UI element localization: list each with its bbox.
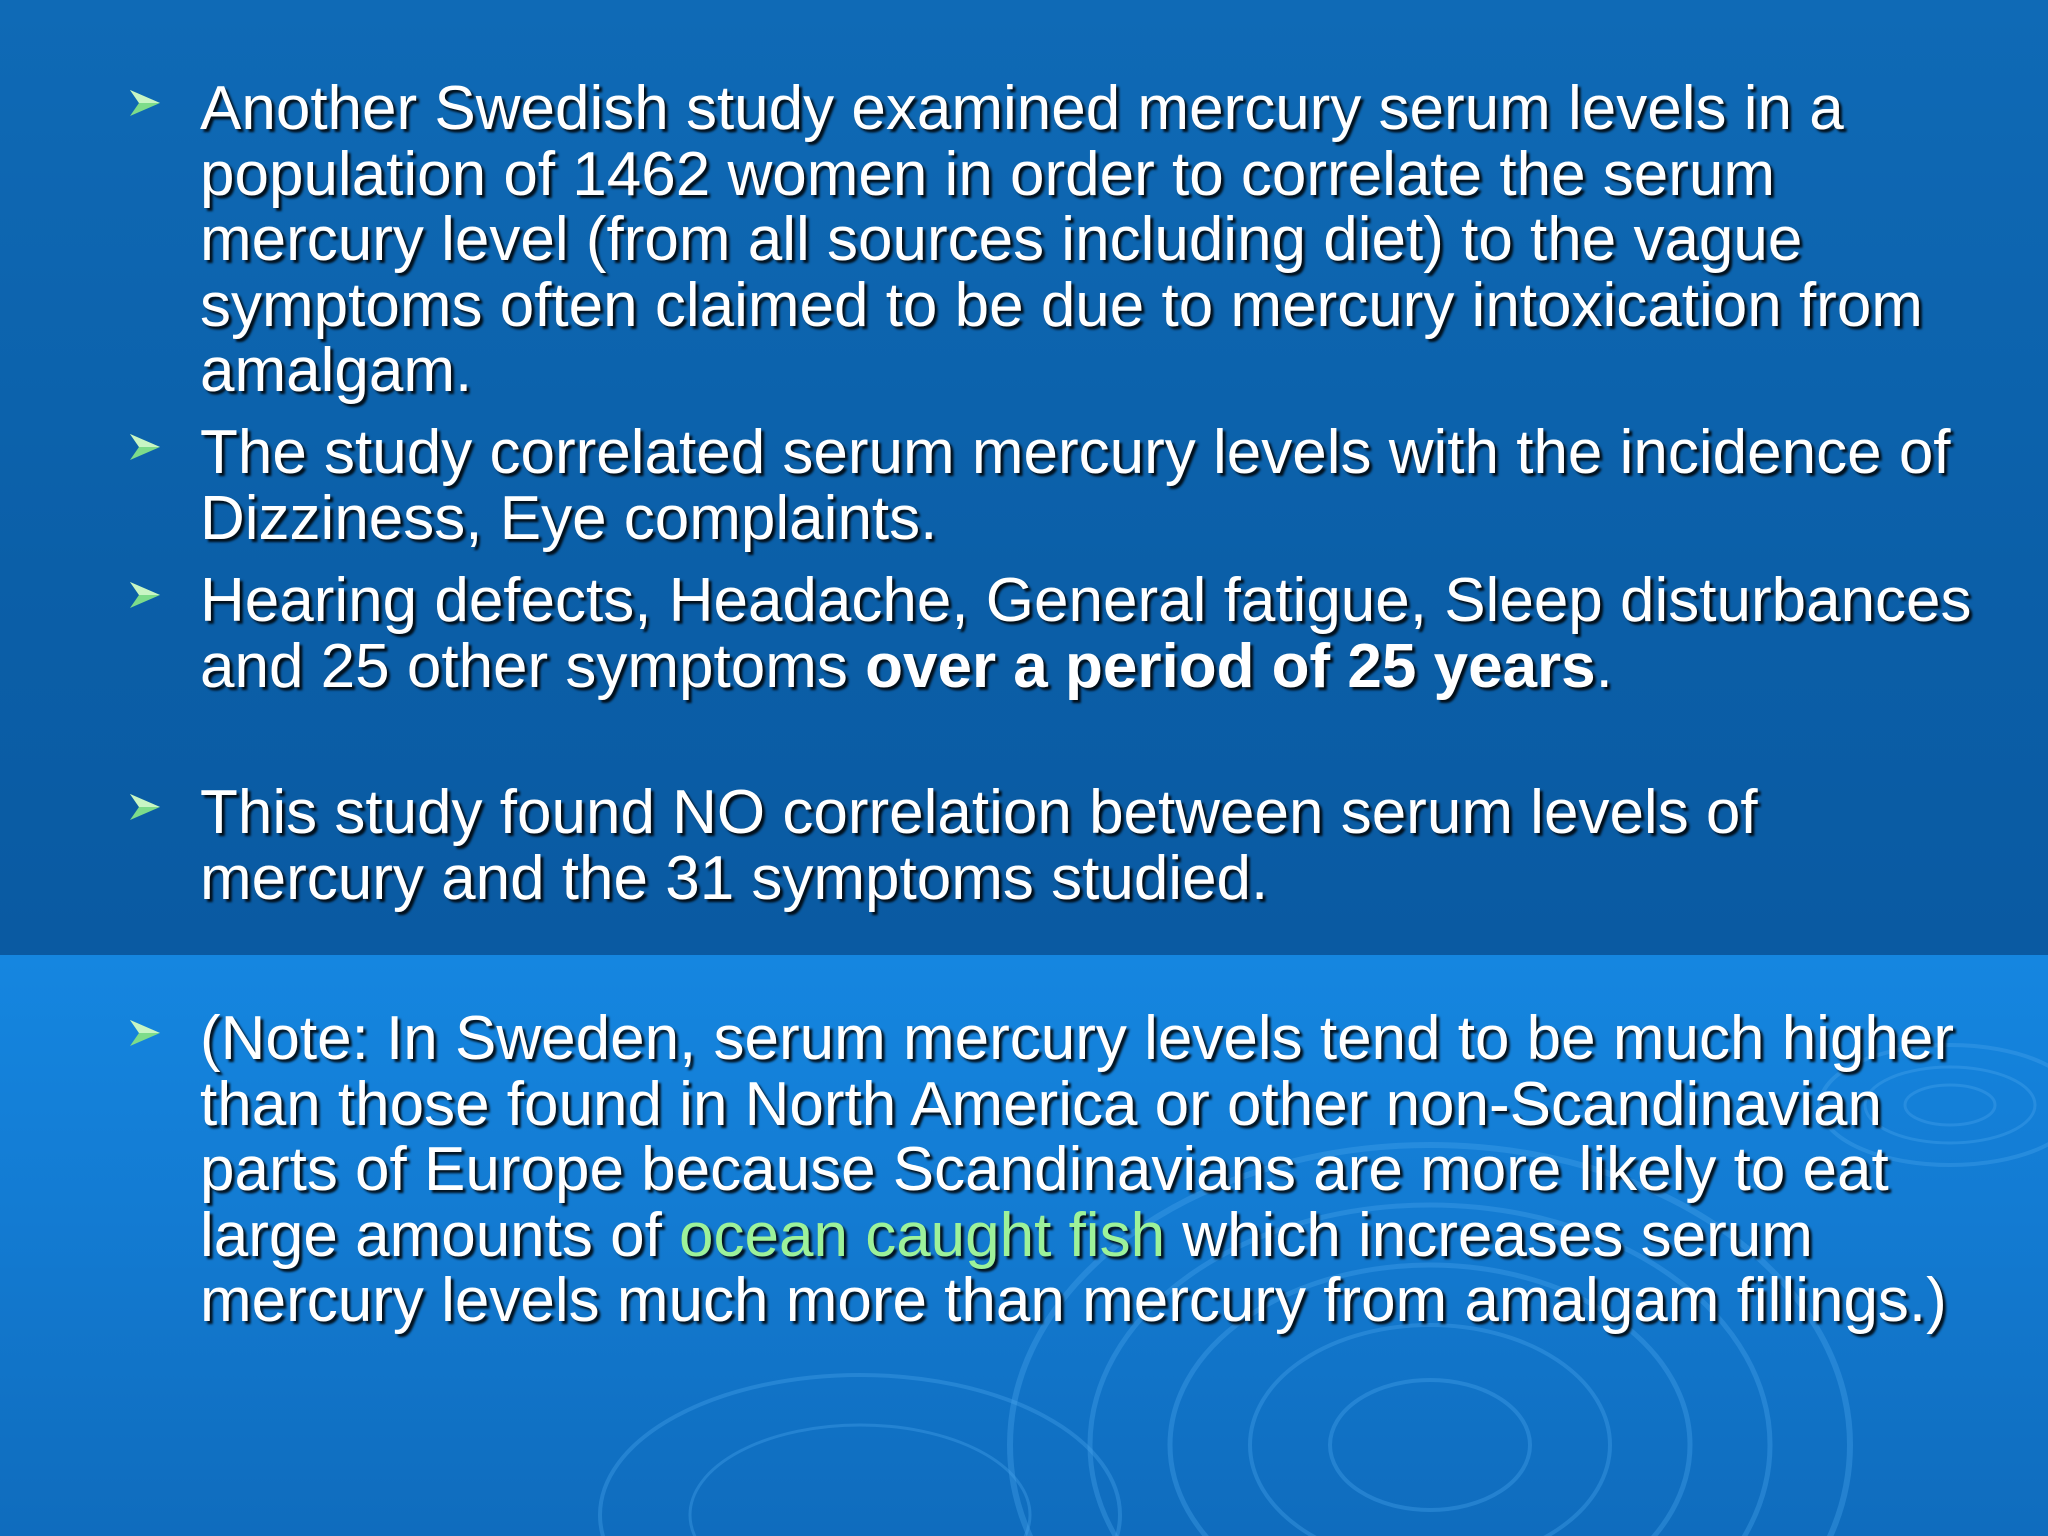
bullet-text-1: Another Swedish study examined mercury serum levels in a population of 1462 women in order to correlate the serum mercury level (from all sources including diet) to the vague symptoms often claimed to be due to mercury intoxication from amalgam. bbox=[200, 74, 1923, 405]
bullet-text-4: This study found NO correlation between serum levels of mercury and the 31 symptoms studied. bbox=[200, 778, 1758, 913]
bullet-text-5-highlight: ocean caught fish bbox=[679, 1200, 1166, 1270]
arrow-bullet-icon bbox=[126, 790, 164, 824]
bullet-text-5 bbox=[200, 1006, 1980, 1334]
bullet-text-3-end: . bbox=[1595, 631, 1613, 701]
arrow-bullet-icon bbox=[126, 430, 164, 464]
bullet-text-5-end: which increases serum mercury levels much more than mercury from amalgam fillings.) bbox=[200, 1200, 1947, 1335]
bullet-text-5-plain: (Note: In Sweden, serum mercury levels tend to be much higher than those found in North America or other non-Scandinavian parts of Europe because Scandinavians are more likely to eat large amounts of bbox=[200, 1004, 1955, 1270]
bullet-text-2: The study correlated serum mercury levels with the incidence of Dizziness, Eye complaints. bbox=[200, 418, 1951, 553]
arrow-bullet-icon bbox=[126, 578, 164, 612]
bullet-text-3-bold: over a period of 25 years bbox=[865, 631, 1596, 701]
arrow-bullet-icon bbox=[126, 1016, 164, 1050]
bullet-text-3-plain: Hearing defects, Headache, General fatigue, Sleep disturbances and 25 other symptoms bbox=[200, 566, 1972, 701]
bullet-text-3 bbox=[200, 568, 1980, 699]
arrow-bullet-icon bbox=[126, 86, 164, 120]
